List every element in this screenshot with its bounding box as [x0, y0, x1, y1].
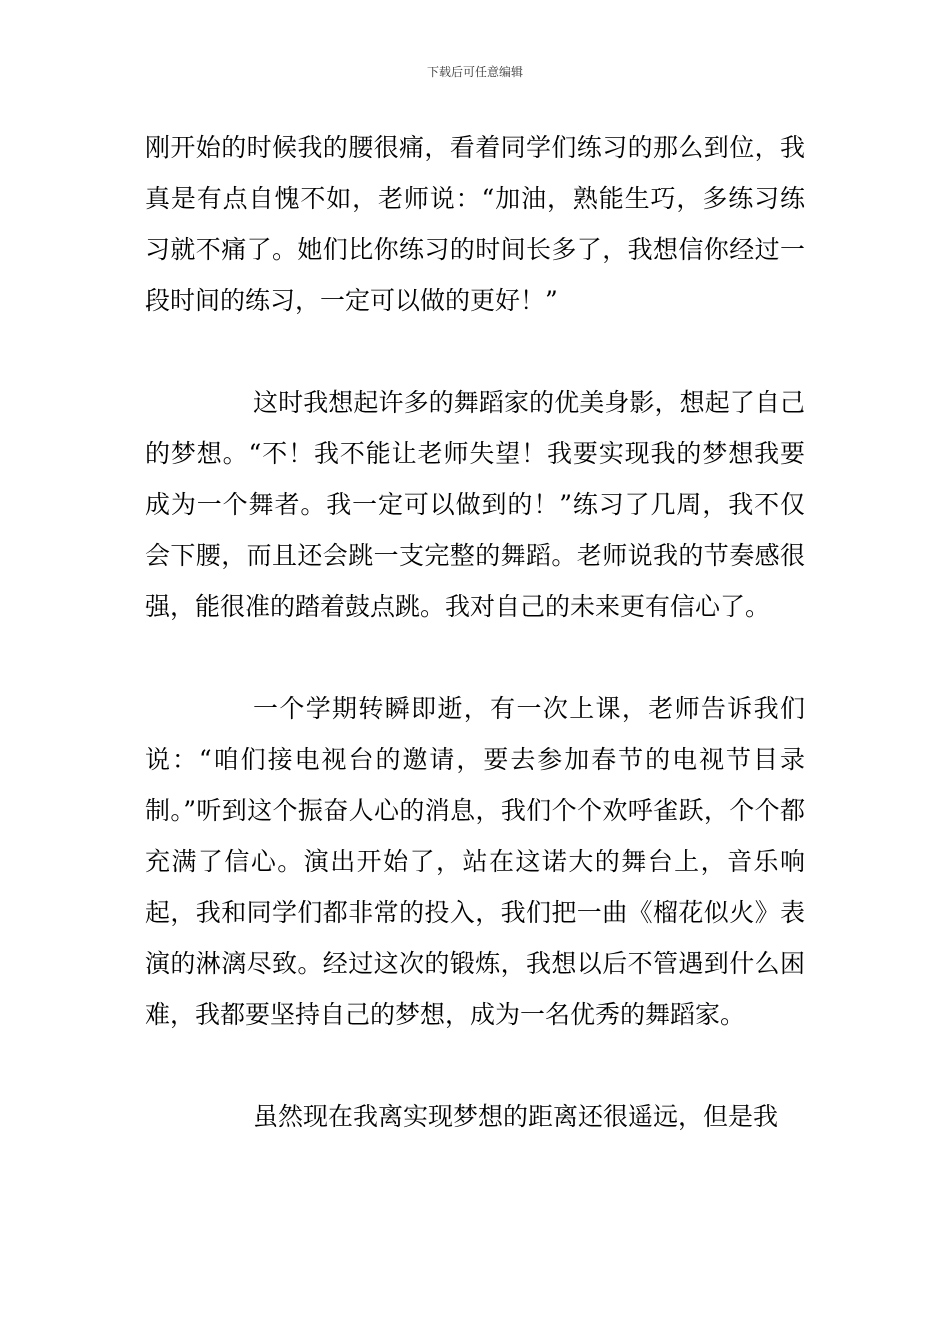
paragraph-3: 一个学期转瞬即逝，有一次上课，老师告诉我们说：“咱们接电视台的邀请，要去参加春节的电视节目录制。”听到这个振奋人心的消息，我们个个欢呼雀跃，个个都充满了信心。演出开始了，站在这诺大的舞台上，音乐响起，我和同学们都非常的投入，我们把一曲《榴花似火》表演的淋漓尽致。经过这次的锻炼，我想以后不管遇到什么困难，我都要坚持自己的梦想，成为一名优秀的舞蹈家。 [145, 694, 805, 1029]
paragraph-2: 这时我想起许多的舞蹈家的优美身影，想起了自己的梦想。“不！我不能让老师失望！我要实现我的梦想我要成为一个舞者。我一定可以做到的！”练习了几周，我不仅会下腰，而且还会跳一支完整的舞蹈。老师说我的节奏感很强，能很准的踏着鼓点跳。我对自己的未来更有信心了。 [145, 388, 805, 621]
paragraph-1: 刚开始的时候我的腰很痛，看着同学们练习的那么到位，我真是有点自愧不如，老师说：“加油，熟能生巧，多练习练习就不痛了。她们比你练习的时间长多了，我想信你经过一段时间的练习，一定可以做的更好！” [145, 133, 805, 315]
document-body [145, 122, 805, 1142]
page-header-note: 下载后可任意编辑 [426, 65, 523, 79]
paragraph-4: 虽然现在我离实现梦想的距离还很遥远，但是我 [253, 1102, 779, 1131]
